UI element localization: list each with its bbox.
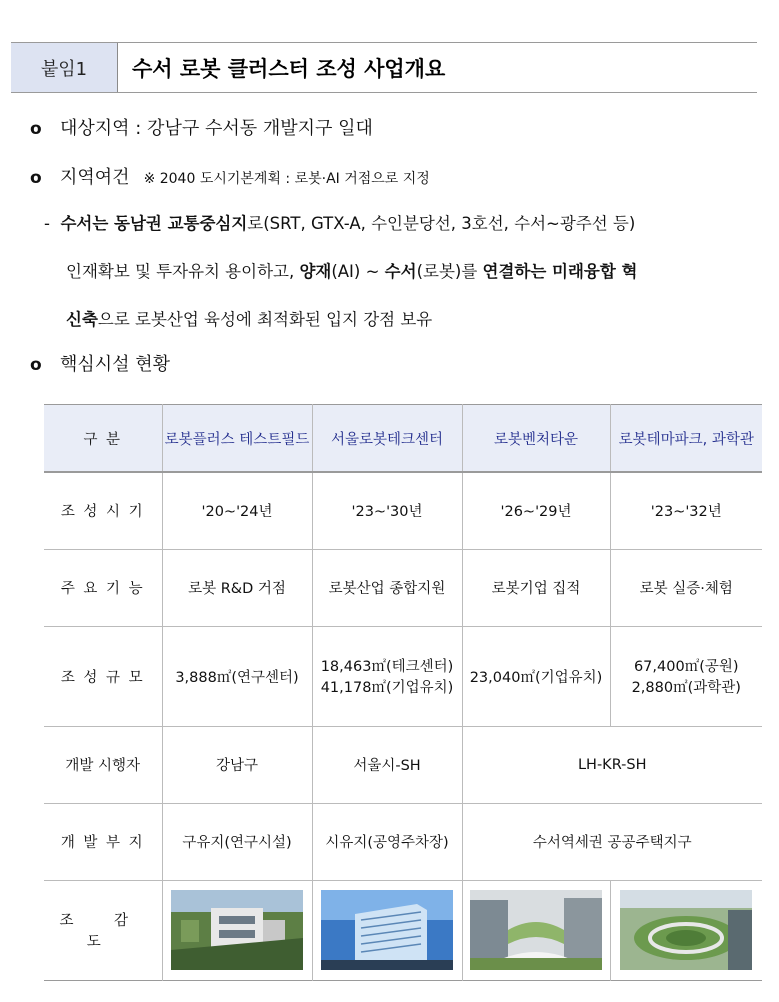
table-cell: 구유지(연구시설) — [162, 803, 312, 880]
regional-note: ※ 2040 도시기본계획 : 로봇·AI 거점으로 지정 — [143, 171, 430, 187]
table-cell: '23~'32년 — [650, 504, 722, 521]
attachment-header — [11, 42, 757, 93]
para-bold-connect: 연결하는 미래융합 혁 — [482, 262, 638, 281]
column-header: 로봇벤처타운 — [462, 405, 610, 473]
scale-value: 23,040㎡(기업유치) — [469, 669, 603, 686]
table-row-function — [44, 549, 762, 626]
table-cell: 로봇 R&D 거점 — [162, 549, 312, 626]
table-cell — [162, 626, 312, 726]
table-cell: '26~'29년 — [462, 472, 610, 549]
para-text: (AI) ~ — [331, 262, 385, 281]
row-label: 조 성 규 모 — [44, 626, 162, 726]
scale-value: 3,888㎡(연구센터) — [175, 669, 299, 686]
paragraph-line-2 — [66, 258, 637, 282]
target-area-line — [30, 114, 373, 140]
para-dash: - — [44, 214, 50, 233]
robot-theme-park-rendering-image — [620, 890, 752, 970]
bullet-symbol: o — [30, 355, 42, 375]
table-row-site — [44, 803, 762, 880]
table-row-scale — [44, 626, 762, 726]
table-cell: '20~'24년 — [162, 472, 312, 549]
table-corner-cell: 구 분 — [44, 405, 162, 473]
document-title: 수서 로봇 클러스터 조성 사업개요 — [132, 56, 446, 81]
table-cell: 서울시-SH — [312, 726, 462, 803]
bullet-symbol: o — [30, 119, 42, 139]
table-cell — [162, 880, 312, 980]
table-cell: 강남구 — [162, 726, 312, 803]
table-row-rendering — [44, 880, 762, 980]
attachment-tag: 붙임1 — [11, 43, 118, 92]
core-facilities-line — [30, 350, 170, 376]
scale-value: 2,880㎡(과학관) — [631, 680, 741, 696]
table-cell: 로봇기업 집적 — [462, 549, 610, 626]
column-header: 로봇테마파크, 과학관 — [618, 431, 754, 448]
regional-label: 지역여건 — [60, 167, 130, 188]
bullet-symbol: o — [30, 168, 42, 188]
test-field-rendering-image — [171, 890, 303, 970]
table-cell — [462, 626, 610, 726]
row-label: 주 요 기 능 — [44, 549, 162, 626]
para-transport-list: 로(SRT, GTX-A, 수인분당선, 3호선, 수서~광주선 등) — [247, 214, 636, 233]
paragraph-line-1 — [44, 210, 635, 234]
table-cell: LH-KR-SH — [577, 756, 647, 773]
scale-value: 41,178㎡(기업유치) — [320, 680, 454, 696]
paragraph-line-3 — [66, 306, 432, 330]
para-text: 인재확보 및 투자유치 용이하고, — [66, 262, 300, 281]
column-header: 서울로봇테크센터 — [312, 405, 462, 473]
table-cell: 수서역세권 공공주택지구 — [532, 835, 692, 851]
table-cell: '23~'30년 — [312, 472, 462, 549]
table-cell: 로봇 실증·체험 — [639, 581, 733, 597]
table-cell — [312, 880, 462, 980]
table-row-period — [44, 472, 762, 549]
para-bold-hub: 신축 — [66, 310, 98, 329]
row-label: 개발 시행자 — [44, 726, 162, 803]
table-cell: 시유지(공영주차장) — [312, 803, 462, 880]
row-label: 개 발 부 지 — [44, 803, 162, 880]
para-text: 으로 로봇산업 육성에 최적화된 입지 강점 보유 — [97, 310, 433, 329]
column-header: 로봇플러스 테스트필드 — [162, 405, 312, 473]
core-facilities-heading: 핵심시설 현황 — [60, 354, 171, 375]
facilities-table — [44, 404, 762, 981]
row-label: 조 성 시 기 — [44, 472, 162, 549]
regional-conditions-line — [30, 163, 430, 189]
table-cell — [610, 626, 762, 726]
para-bold-transport: 수서는 동남권 교통중심지 — [60, 214, 248, 233]
scale-value: 18,463㎡(테크센터) — [320, 659, 454, 675]
row-label: 조 감 도 — [44, 880, 162, 980]
table-header-row — [44, 405, 762, 473]
table-cell — [462, 880, 610, 980]
robot-venture-town-rendering-image — [470, 890, 602, 970]
robot-tech-center-rendering-image — [321, 890, 453, 970]
para-bold-suseo: 수서 — [384, 262, 417, 281]
table-cell — [610, 880, 762, 980]
table-cell: 로봇산업 종합지원 — [312, 549, 462, 626]
para-text: (로봇)를 — [416, 262, 483, 281]
target-area-text: 대상지역 : 강남구 수서동 개발지구 일대 — [60, 118, 373, 139]
table-row-developer — [44, 726, 762, 803]
para-bold-yangjae: 양재 — [299, 262, 332, 281]
scale-value: 67,400㎡(공원) — [633, 659, 739, 675]
table-cell — [312, 626, 462, 726]
